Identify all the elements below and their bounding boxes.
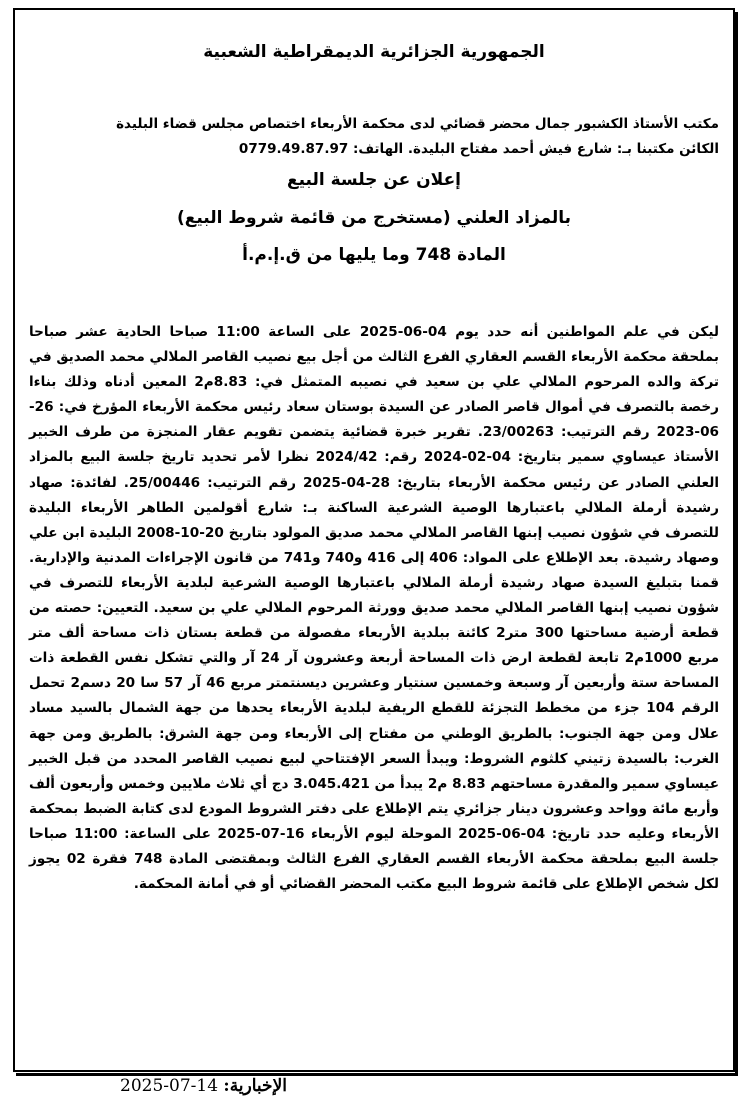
source-label: الإخبارية:: [223, 1076, 287, 1096]
announcement-title: إعلان عن جلسة البيع: [286, 170, 462, 190]
source-footer: [120, 1076, 287, 1096]
office-info: [29, 112, 719, 162]
office-line-1: مكتب الأستاذ الكشبور جمال محضر قضائي لدى محكمة الأربعاء اختصاص مجلس قضاء البليدة: [116, 116, 719, 132]
republic-title: الجمهورية الجزائرية الديمقراطية الشعبية: [203, 42, 545, 62]
announcement-subtitle: بالمزاد العلني (مستخرج من قائمة شروط البيع): [176, 208, 572, 228]
announcement-body: ليكن في علم المواطنين أنه حدد يوم 04-06-2025 على الساعة 11:00 صباحا الحادية عشر صباحا بملحقة محكمة الأربعاء القسم العقاري الفرع الثالث من أجل بيع نصيب القاصر الملالي محمد الصديق في تركة والده المرحوم الملالي علي بن سعيد في نصيبه المتمثل في: 8.83م2 المعين أدناه وذلك بناءا رخصة بالتصرف في أموال قاصر الصادر عن السيدة بوستان سعاد رئيس محكمة الأربعاء المؤرخ في: 26-06-2023 رقم الترتيب: 23/00263. تقرير خبرة قضائية يتضمن تقويم عقار المنجزة من طرف الخبير الأستاذ عيساوي سمير بتاريخ: 04-02-2024 رقم: 2024/42 نظرا لأمر تحديد تاريخ جلسة البيع بالمزاد العلني الصادر عن رئيس محكمة الأربعاء بتاريخ: 28-04-2025 رقم الترتيب: 25/00446. لفائدة: صهاد رشيدة أرملة الملالي باعتبارها الوصية الشرعية الساكنة بـ: شارع أقولمين الطاهر الأربعاء البليدة للتصرف في شؤون نصيب إبنها القاصر الملالي محمد صديق المولود بتاريخ 20-10-2008 البليدة ابن علي وصهاد رشيدة. بعد الإطلاع على المواد: 406 إلى 416 و740 و741 من قانون الإجراءات المدنية والإدارية. قمنا بتبليغ السيدة صهاد رشيدة أرملة الملالي باعتبارها الوصية الشرعية لبلدية الأربعاء للتصرف في شؤون نصيب إبنها القاصر الملالي محمد صديق وورثة المرحوم الملالي علي بن سعيد. التعيين: حصته من قطعة أرضية مساحتها 300 متر2 كائنة ببلدية الأربعاء مفصولة من قطعة بستان ذات مساحة ألف متر مربع 1000م2 تابعة لقطعة ارض ذات المساحة أربعة وعشرون آر 24 آر والتي تشكل نفس القطعة ذات المساحة ستة وأربعين آر وسبعة وخمسين سنتيار وعشرين ديسنتمتر مربع 46 آر 57 سا 20 دسم2 تحمل الرقم 104 جزء من مخطط التجزئة للقطع الريفية لبلدية الأربعاء يحدها من جهة الشمال بالسيد مساد علال ومن جهة الجنوب: بالطريق الوطني من مفتاح إلى الأربعاء ومن جهة الشرق: بالطريق ومن جهة الغرب: بالسيدة زتيني كلثوم الشروط: ويبدأ السعر الإفتتاحي لبيع نصيب القاصر المحدد من قبل الخبير عيساوي سمير والمقدرة مساحتهم 8.83 م2 يبدأ من 3.045.421 دج أي ثلاث ملايين وخمس وأربعون ألف وأربع مائة وواحد وعشرون دينار جزائري يتم الإطلاع على دفتر الشروط المودع لدى كتابة الضبط بمحكمة الأربعاء وعليه حدد تاريخ: 04-06-2025 الموحلة ليوم الأربعاء 16-07-2025 على الساعة: 11:00 صباحا جلسة البيع بملحقة محكمة الأربعاء القسم العقاري الفرع الثالث وبمقتضى المادة 748 فقرة 02 يجوز لكل شخص الإطلاع على قائمة شروط البيع مكتب المحضر القضائي أو في أمانة المحكمة.: [29, 324, 720, 893]
document-frame: [13, 8, 735, 1072]
document-content: [29, 10, 719, 1070]
office-line-2: الكائن مكتبنا بـ: شارع فيش أحمد مفتاح البليدة. الهاتف: 0779.49.87.97: [238, 141, 719, 157]
publication-date: 2025-07-14: [120, 1076, 219, 1096]
article-reference: المادة 748 وما يليها من ق.إ.م.أ: [242, 245, 506, 265]
